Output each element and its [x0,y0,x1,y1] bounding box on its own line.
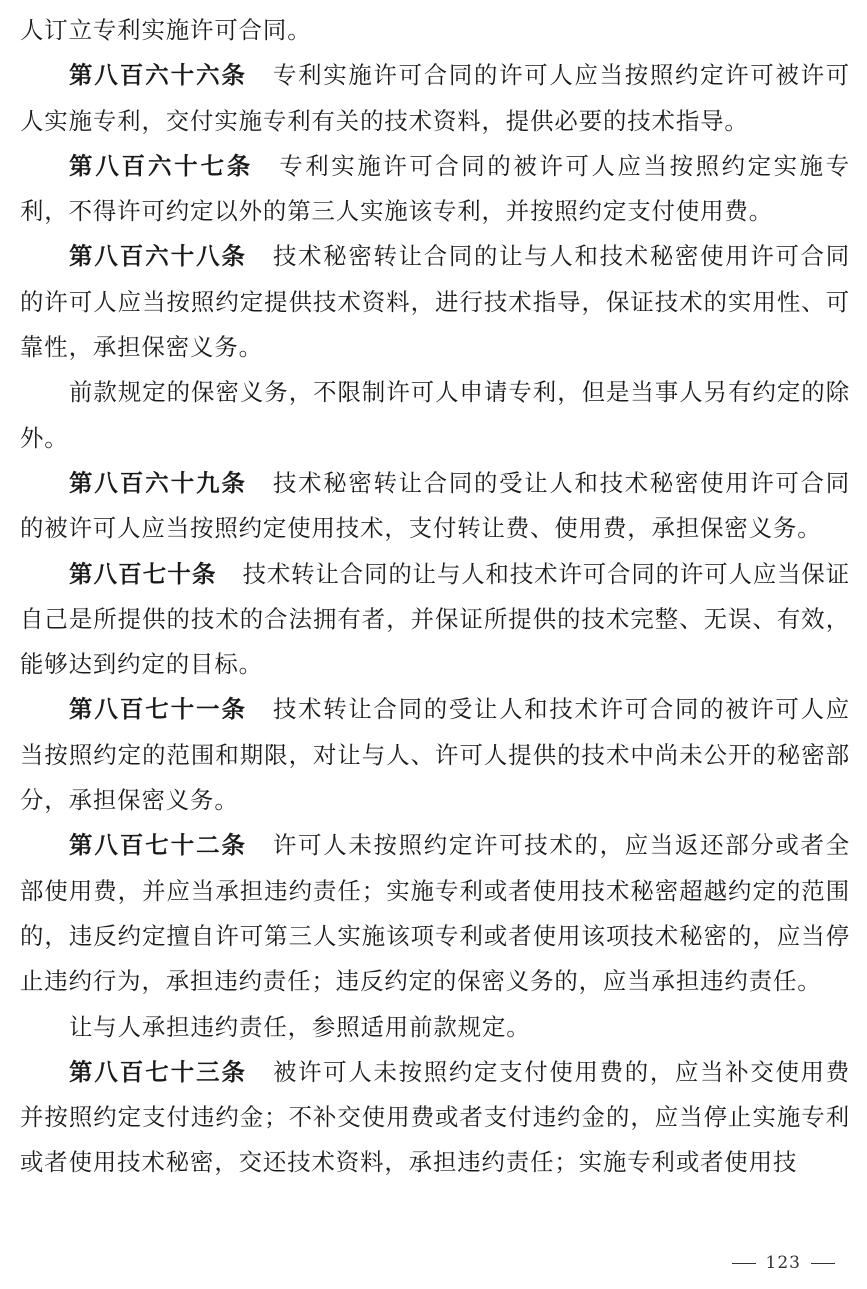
page-number-dash-left [732,1263,756,1264]
article-869 [20,461,850,552]
article-870 [20,552,850,688]
page-number-value: 123 [765,1253,801,1273]
paragraph-text: 技术转让合同的让与人和技术许可合同的许可人应当保证自己是所提供的技术的合法拥有者，并保证所提供的技术完整、无误、有效，能够达到约定的目标。 [20,559,851,679]
document-page [20,8,850,1186]
article-872 [20,823,850,1004]
article-873 [20,1050,850,1186]
article-871 [20,687,850,823]
paragraph-text: 专利实施许可合同的许可人应当按照约定许可被许可人实施专利，交付实施专利有关的技术资料，提供必要的技术指导。 [20,61,850,135]
paragraph-text: 被许可人未按照约定支付使用费的，应当补交使用费并按照约定支付违约金；不补交使用费或者支付违约金的，应当停止实施专利或者使用技术秘密，交还技术资料，承担违约责任；实施专利或者使用技 [20,1057,850,1177]
article-number: 第八百七十三条 [69,1057,247,1086]
paragraph-text: 许可人未按照约定许可技术的，应当返还部分或者全部使用费，并应当承担违约责任；实施专利或者使用技术秘密超越约定的范围的，违反约定擅自许可第三人实施该项专利或者使用该项技术秘密的，应当停止违约行为，承担违约责任；违反约定的保密义务的，应当承担违约责任。 [20,831,850,996]
article-number: 第八百六十六条 [69,61,247,90]
paragraph-text: 让与人承担违约责任，参照适用前款规定。 [69,1012,531,1041]
paragraph-text: 技术秘密转让合同的让与人和技术秘密使用许可合同的许可人应当按照约定提供技术资料，进行技术指导，保证技术的实用性、可靠性，承担保密义务。 [20,242,850,362]
paragraph-continuation [20,8,850,53]
article-number: 第八百七十二条 [69,831,247,860]
article-866 [20,53,850,144]
article-number: 第八百六十七条 [69,151,254,180]
paragraph-text: 人订立专利实施许可合同。 [20,16,312,44]
paragraph-text: 专利实施许可合同的被许可人应当按照约定实施专利，不得许可约定以外的第三人实施该专利，并按照约定支付使用费。 [20,151,850,226]
paragraph-text: 技术秘密转让合同的受让人和技术秘密使用许可合同的被许可人应当按照约定使用技术，支付转让费、使用费，承担保密义务。 [20,468,850,543]
article-number: 第八百七十条 [69,559,217,588]
article-number: 第八百六十八条 [69,242,247,271]
page-number-dash-right [811,1263,835,1264]
paragraph-text: 前款规定的保密义务，不限制许可人申请专利，但是当事人另有约定的除外。 [20,378,850,452]
article-868-clause-2 [20,370,850,461]
page-number [722,1253,845,1273]
article-867 [20,144,850,235]
article-872-clause-2 [20,1005,850,1050]
paragraph-text: 技术转让合同的受让人和技术许可合同的被许可人应当按照约定的范围和期限，对让与人、许可人提供的技术中尚未公开的秘密部分，承担保密义务。 [20,695,850,815]
article-number: 第八百六十九条 [69,468,247,497]
article-number: 第八百七十一条 [69,695,247,724]
article-868 [20,234,850,370]
